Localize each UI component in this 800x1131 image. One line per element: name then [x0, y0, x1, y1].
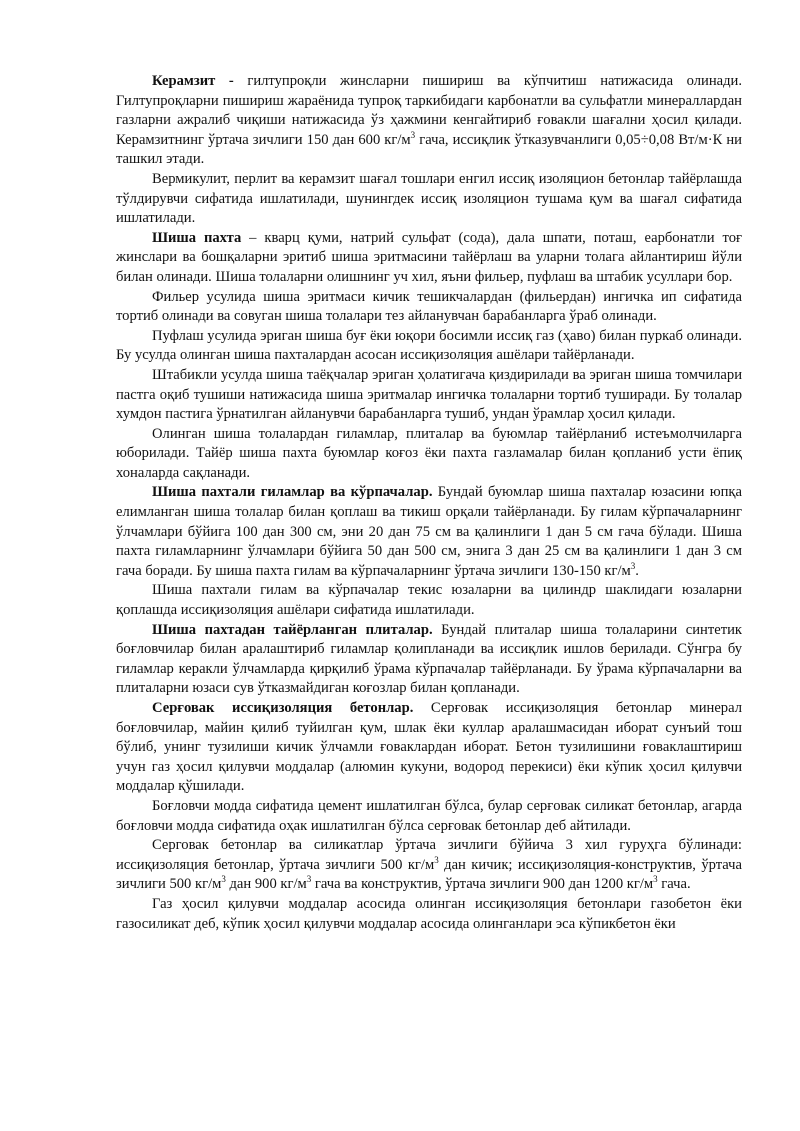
- text-run: Серғовак иссиқизоляция бетонлар минерал боғловчилар, майин қилиб туйилган қум, шлак ёки куллар аралашмасидан иборат сунъий тош бўлиб, унинг тузилиши кичик ўлчамли ғовaклардан иборат. Бетон тузилишини ғовaклаштириш учун газ ҳосил қилувчи моддалар (алюмин кукуни, водород перекиси) ёки кўпик ҳосил қилувчи моддалар қўшилади.: [116, 700, 742, 795]
- paragraph: [116, 621, 742, 699]
- text-run: Бундай буюмлар шиша пахталар юзасини юпқа елимланган шиша толалар билан қоплаш ва тикиш орқали тайёрланади. Бу гилам кўрпачаларнинг ўлчамлари бўйига 100 дан 300 см, эни 20 дан 75 см ва қалинлиги 1 дан 5 см гача бўлади. Шиша пахта гиламларнинг ўлчамлари бўйига 50 дан 500 см, энига 3 дан 25 см ва қалинлиги 1 дан 3 см гача боради. Бу шиша пахта гилам ва кўрпачаларнинг ўртача зичлиги 130-150 кг/м: [116, 484, 742, 579]
- text-run: Олинган шиша толалардан гиламлар, плиталар ва буюмлар тайёрланиб истеъмолчиларга юборилади. Тайёр шиша пахта буюмлар коғоз ёки пахта газламалар билан қопланиб усти ёпиқ хоналарда сақланади.: [116, 425, 742, 481]
- paragraph: [116, 229, 742, 288]
- paragraph-heading: Серғовак иссиқизоляция бетонлар.: [152, 700, 414, 716]
- paragraph: [116, 72, 742, 170]
- paragraph: [116, 895, 742, 934]
- text-run: гилтупроқли жинсларни пишириш ва кўпчитиш натижасида олинади. Гилтупроқларни пишириш жараёнида тупроқ таркибидаги карбонатли ва сульфатли минераллардан газларни ажралиб чиқиши натижасида ўз ҳажмини кенгайтириб ғовакли шағални ҳосил қилади. Керамзитнинг ўртача зичлиги 150 дан 600 кг/м: [116, 73, 743, 148]
- superscript: 3: [434, 854, 439, 865]
- text-run: .: [635, 562, 639, 579]
- text-run: дан 900 кг/м: [225, 876, 307, 893]
- paragraph: [116, 836, 742, 895]
- text-run: Вермикулит, перлит ва керамзит шағал тошлари енгил иссиқ изоляцион бетонлар тайёрлашда тўлдирувчи сифатида ишлатилади, шунингдек иссиқ изоляцион тушама қум ва шағал сифатида ишлатилади.: [116, 170, 742, 227]
- paragraph: [116, 581, 742, 620]
- superscript: 3: [630, 560, 636, 571]
- text-run: Боғловчи модда сифатида цемент ишлатилган бўлса, булар серғовак силикат бетонлар, агарда боғловчи модда сифатида оҳак ишлатилган бўлса серғовак бетонлар деб айтилади.: [116, 797, 742, 834]
- text-run: гача, иссиқлик ўтказувчанлиги 0,05÷0,08 Вт/м·К ни ташкил этади.: [116, 131, 742, 168]
- paragraph: [116, 288, 742, 327]
- text-run: дан кичик; иссиқизоляция-конструктив, ўртача зичлиги 500 кг/м: [116, 856, 742, 893]
- text-run: гача.: [657, 876, 691, 893]
- document-page: [116, 72, 742, 934]
- paragraph: [116, 327, 742, 366]
- paragraph: [116, 699, 742, 797]
- text-run: Пуфлаш усулида эриган шиша буғ ёки юқори босимли иссиқ газ (ҳаво) билан пуркаб олинади. Бу усулда олинган шиша пахталардан асосан иссиқизоляция ашёлари тайёрланади.: [116, 327, 742, 364]
- paragraph: [116, 425, 742, 484]
- text-run: – кварц қуми, натрий сульфат (сода), дала шпати, поташ, еарбонатли тоғ жинслари ва бошқаларни эритиб шиша эритмасини тайёрлаш ва уларни толага айлантириш йўли билан олинади. Шиша толаларни олишнинг уч хил, яъни фильер, пуфлаш ва штабик усуллари бор.: [116, 229, 742, 285]
- text-run: гача ва конструктив, ўртача зичлиги 900 дан 1200 кг/м: [311, 876, 654, 893]
- superscript: 3: [410, 129, 416, 140]
- paragraph-heading: Шиша пахтадан тайёрланган плиталар.: [152, 621, 433, 638]
- paragraph: [116, 170, 742, 229]
- paragraph-heading: Керамзит -: [152, 73, 234, 89]
- superscript: 3: [221, 874, 226, 885]
- text-run: Бундай плиталар шиша толаларини синтетик боғловчилар билан аралаштириб гиламлар қолипланади ва иссиқлик ишлов берилади. Сўнгра бу гиламлар керакли ўлчамларда қирқилиб ўрама кўрпачалар тайёрланади. Бу ўрама кўрпачаларни ва плиталарни юзаси сув ўтказмайдиган коғозлар билан қопланади.: [116, 621, 743, 697]
- text-run: Штабикли усулда шиша таёқчалар эриган ҳолатигача қиздирилади ва эриган шиша томчилари пастга оқиб тушиши натижасида шиша эритмалар ингичка толаларни тортиб туширади. Бу толалар хумдон пастига ўрнатилган айланувчи барабанларга тушиб, ундан ўрамлар ҳосил қилади.: [116, 366, 742, 423]
- text-run: Шиша пахтали гилам ва кўрпачалар текис юзаларни ва цилиндр шаклидаги юзаларни қоплашда иссиқизоляция ашёлари сифатида ишлатилади.: [116, 582, 742, 619]
- superscript: 3: [653, 874, 658, 885]
- paragraph: [116, 797, 742, 836]
- paragraph: [116, 366, 742, 425]
- text-run: Фильер усулида шиша эритмаси кичик тешикчалардан (фильердан) ингичка ип сифатида тортиб олинади ва совуган шиша толалари тез айланувчан барабанларга ўраб олинади.: [116, 288, 742, 325]
- paragraph-heading: Шиша пахтали гиламлар ва кўрпачалар.: [152, 484, 433, 501]
- paragraph-heading: Шиша пахта: [152, 229, 242, 246]
- superscript: 3: [306, 874, 312, 885]
- paragraph: [116, 483, 742, 581]
- text-run: Газ ҳосил қилувчи моддалар асосида олинган иссиқизоляция бетонлари газобетон ёки газосиликат деб, кўпик ҳосил қилувчи моддалар асосида олинганлари эса кўпикбетон ёки: [116, 895, 742, 932]
- text-run: Серговак бетонлар ва силикатлар ўртача зичлиги бўйича 3 хил гуруҳга бўлинади: иссиқизоляция бетонлар, ўртача зичлиги 500 кг/м: [116, 837, 742, 873]
